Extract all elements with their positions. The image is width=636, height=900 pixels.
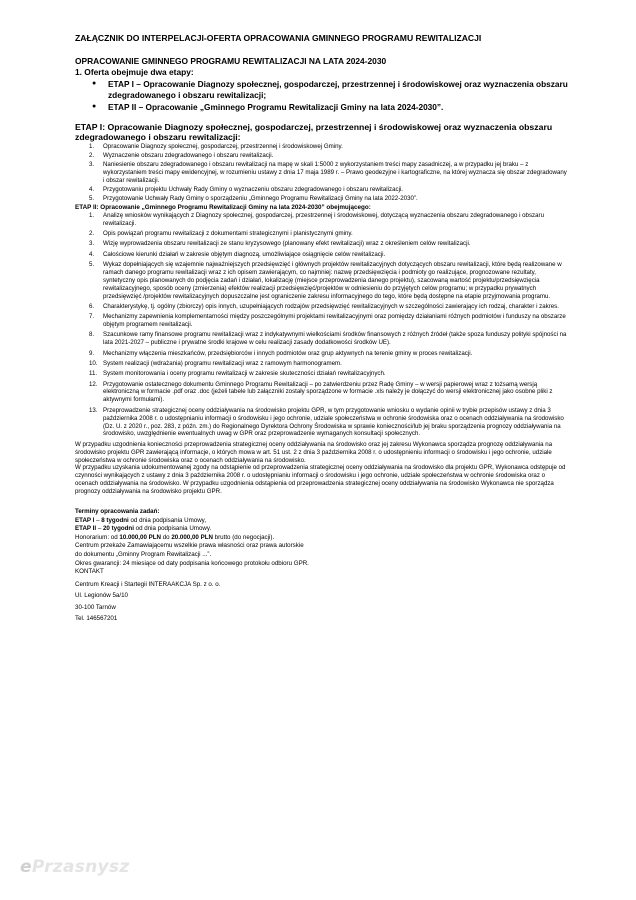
- list-item: [75, 350, 568, 358]
- list-item-text: Opracowanie Diagnozy społecznej, gospodarczej, przestrzennej i środowiskowej Gminy.: [103, 142, 343, 150]
- list-item-text: Przygotowaniu projektu Uchwały Rady Gminy o wyznaczeniu obszaru zdegradowanego i obszaru rewitalizacji.: [103, 185, 404, 193]
- list-item-text: System realizacji (wdrażania) programu rewitalizacji wraz z ramowym harmonogramem.: [103, 359, 342, 367]
- list-item-number: 7.: [89, 313, 95, 321]
- terms-fee: Honorarium: od 10.000,00 PLN do 20.000,00 PLN brutto (do negocjacji).: [75, 533, 275, 541]
- list-item: [75, 407, 568, 439]
- offer-intro: 1. Oferta obejmuje dwa etapy:: [75, 66, 194, 77]
- list-item: [75, 313, 568, 329]
- list-item-text: Przeprowadzenie strategicznej oceny oddziaływania na środowisko projektu GPR, w tym przygotowanie wniosku o wydanie opinii w trybie przepisów ustawy z dnia 3 października 2008 r. o udostępnianiu informacji o środowisku i jego ochronie, udziale społeczeństwa w ochronie środowiska oraz o ocenach oddziaływania na środowisko (Dz. U. z 2020 r., poz. 283, z późn. zm.) do Regionalnego Dyrektora Ochrony Środowiska w sprawie konieczności/lub jej braku sporządzenia prognozy oddziaływania na środowisko, uwzględnienie ewentualnych uwag w GPR oraz przeprowadzenie wymaganych konsultacji społecznych.: [103, 406, 564, 438]
- list-item-number: 9.: [89, 349, 95, 357]
- terms-rights-2: do dokumentu „Gminny Program Rewitalizacji ...”.: [75, 551, 212, 559]
- document-content: [75, 33, 568, 625]
- terms-etap2: ETAP II – 20 tygodni od dnia podpisania Umowy.: [75, 525, 212, 533]
- list-item-number: 10.: [89, 359, 98, 367]
- list-item-text: Mechanizmy włączenia mieszkańców, przedsiębiorców i innych podmiotów oraz grup aktywnych na terenie gminy w proces rewitalizacji.: [103, 349, 473, 357]
- list-item-number: 2.: [89, 151, 95, 159]
- list-item: [75, 370, 568, 378]
- etap2-list: [75, 212, 568, 438]
- list-item: [75, 251, 568, 259]
- list-item: [75, 186, 568, 194]
- offer-list: [75, 79, 568, 113]
- list-item-number: 13.: [89, 406, 98, 414]
- list-item-number: 5.: [89, 261, 95, 269]
- offer-item-etap1: [75, 79, 568, 100]
- contact-city: 30-100 Tarnów: [75, 603, 116, 611]
- offer-item-text: ETAP I – Opracowanie Diagnozy społecznej, gospodarczej, przestrzennej i środowiskowej oraz wyznaczenia obszaru zdegradowanego i obszaru rewitalizacji;: [108, 79, 568, 100]
- list-item-number: 12.: [89, 380, 98, 388]
- list-item: [75, 331, 568, 347]
- list-item-text: System monitorowania i oceny programu rewitalizacji w zakresie skuteczności działań rewitalizacyjnych.: [103, 370, 386, 378]
- terms-etap1: ETAP I – 8 tygodni od dnia podpisania Umowy,: [75, 516, 207, 524]
- list-item-text: Naniesienie obszaru zdegradowanego i obszaru rewitalizacji na mapę w skali 1:5000 z wykorzystaniem treści mapy zasadniczej, a w przypadku jej braku – z wykorzystaniem treści mapy ewidencyjnej, w rozumieniu ustawy z dnia 17 maja 1989 r. – Prawo geodezyjne i kartograficzne, na której wyznacza się obszar zdegradowany i obszar rewitalizacji.: [103, 160, 567, 184]
- list-item-number: 3.: [89, 160, 95, 168]
- list-item-text: Opis powiązań programu rewitalizacji z dokumentami strategicznymi i planistycznymi gminy.: [103, 230, 353, 238]
- terms-warranty: Okres gwarancji: 24 miesiące od daty podpisania końcowego protokołu odbioru GPR.: [75, 559, 309, 567]
- terms-section: [75, 508, 568, 568]
- list-item-text: Przygotowanie Uchwały Rady Gminy o sporządzeniu „Gminnego Programu Rewitalizacji Gminy na lata 2022-2030”.: [103, 194, 418, 202]
- list-item-number: 6.: [89, 302, 95, 310]
- list-item: [75, 195, 568, 203]
- list-item: [75, 360, 568, 368]
- terms-rights-1: Centrum przekaże Zamawiającemu wszelkie prawa własności oraz prawa autorskie: [75, 542, 304, 550]
- list-item-number: 5.: [89, 194, 95, 202]
- etap2-heading: ETAP II: Opracowanie „Gminnego Programu Rewitalizacji Gminy na lata 2024-2030” obejmującego:: [75, 203, 371, 211]
- document-subtitle: OPRACOWANIE GMINNEGO PROGRAMU REWITALIZACJI NA LATA 2024-2030: [75, 56, 387, 66]
- eprzasnysz-watermark-logo: ePrzasnysz: [20, 857, 130, 877]
- offer-item-text: ETAP II – Opracowanie „Gminnego Programu Rewitalizacji Gminy na lata 2024-2030”.: [108, 102, 444, 112]
- list-item-text: Szacunkowe ramy finansowe programu rewitalizacji wraz z indykatywnymi wielkościami środków finansowych z różnych źródeł (także spoza funduszy polityki spójności na lata 2021-2027 – publiczne i prywatne środki krajowe w celu realizacji zasady dodatkowości środków UE).: [103, 331, 567, 347]
- list-item-number: 11.: [89, 370, 98, 378]
- list-item-number: 4.: [89, 250, 95, 258]
- list-item: [75, 212, 568, 228]
- list-item-number: 2.: [89, 230, 95, 238]
- list-item-text: Charakterystykę, tj. ogólny (zbiorczy) opis innych, uzupełniających rodzajów przedsięwzięć rewitalizacyjnych w szczególności zawierający ich rodzaj, charakter i zakres.: [103, 302, 559, 310]
- list-item-text: Przygotowanie ostatecznego dokumentu Gminnego Programu Rewitalizacji – po zatwierdzeniu przez Radę Gminy – w wersji papierowej wraz z tożsamą wersją elektroniczną w formacie .pdf oraz .doc (jeżeli tabele lub załączniki zostały sporządzone w formacie .xls należy je dołączyć do wersji elektronicznej jako osobne pliki z aktywnymi formułami).: [103, 380, 553, 404]
- list-item: [75, 240, 568, 248]
- list-item-text: Analizę wniosków wynikających z Diagnozy społecznej, gospodarczej, przestrzennej i środowiskowej, dotyczącą wyznaczenia obszaru zdegradowanego i obszaru rewitalizacji.: [103, 211, 544, 227]
- bullet-icon: ●: [92, 80, 97, 87]
- list-item: [75, 143, 568, 151]
- contact-company: Centrum Kreacji i Startegii INTERAAKCJA Sp. z o. o.: [75, 580, 221, 588]
- list-item-number: 1.: [89, 211, 95, 219]
- list-item-number: 1.: [89, 142, 95, 150]
- list-item: [75, 230, 568, 238]
- list-item-text: Wizję wyprowadzenia obszaru rewitalizacji ze stanu kryzysowego (planowany efekt rewitalizacji) wraz z określeniem celów rewitalizacji.: [103, 240, 471, 248]
- list-item-number: 4.: [89, 185, 95, 193]
- paragraph-soos-waiver: W przypadku uzyskania udokumentowanej zgody na odstąpienie od przeprowadzenia strategicznej oceny oddziaływania na środowisko dla projektu GPR, Wykonawca odstępuje od czynności wynikających z ustawy z dnia 3 października 2008 r. o udostępnianiu informacji o środowisku i jego ochronie, udziale społeczeństwa w ochronie środowiska oraz o ocenach oddziaływania na środowisko. W przypadku uzgodnienia odstąpienia od przeprowadzenia strategicznej oceny oddziaływania na środowisko Wykonawca nie sporządza prognozy oddziaływania na środowisko projektu GPR.: [75, 464, 566, 496]
- contact-section: [75, 568, 568, 625]
- terms-title: Terminy opracowania zadań:: [75, 508, 160, 516]
- list-item-text: Mechanizmy zapewnienia komplementarności między poszczególnymi projektami rewitalizacyjnymi oraz pomiędzy działaniami różnych podmiotów i funduszy na obszarze objętym programem rewitalizacji.: [103, 313, 566, 329]
- paragraph-soos-agreement: W przypadku uzgodnienia konieczności przeprowadzenia strategicznej oceny oddziaływania na środowisko oraz jej zakresu Wykonawca sporządza prognozę oddziaływania na środowisko projektu GPR zawierającą informacje, o których mowa w art. 51 ust. 2 z dnia 3 października 2008 r. o udostępnieniu informacji o środowisku i jego ochronie, udziale społeczeństwa w ochronie środowiska oraz o ocenach oddziaływania na środowisko.: [75, 440, 553, 464]
- list-item-text: Wykaz dopełniających się wzajemnie najważniejszych przedsięwzięć i głównych projektów rewitalizacyjnych dotyczących obszaru rewitalizacji, które będą realizowane w ramach danego programu rewitalizacji wraz z ich opisem zawierającym, co najmniej: nazwę przedsięwzięcia i podmioty go realizujące, prognozowane rezultaty, syntetyczny opis planowanych do podjęcia zadań i działań, lokalizację (miejsce przeprowadzenia danego projektu), szacowaną wartość projektu/przedsięwzięcia rewitalizacyjnego, sposób oceny (zmierzenia) efektów realizacji przedsięwzięć/projektów w odniesieniu do przyjętych celów programu; w przypadku prywatnych przedsięwzięć /projektów rewitalizacyjnych dopuszczalne jest ograniczenie zakresu informacyjnego do tego, które będą dostępne na etapie przyjmowania programu.: [103, 261, 562, 300]
- list-item-text: Całościowe kierunki działań w zakresie objętym diagnozą, umożliwiające osiągnięcie celów rewitalizacji.: [103, 250, 386, 258]
- etap1-heading: ETAP I: Opracowanie Diagnozy społecznej, gospodarczej, przestrzennej i środowiskowej oraz wyznaczenia obszaru zdegradowanego i obszaru rewitalizacji:: [75, 121, 553, 143]
- list-item-text: Wyznaczenie obszaru zdegradowanego i obszaru rewitalizacji.: [103, 151, 274, 159]
- bullet-icon: ●: [92, 103, 97, 110]
- list-item: [75, 152, 568, 160]
- list-item: [75, 381, 568, 405]
- contact-label: KONTAKT: [75, 568, 104, 576]
- contact-street: Ul. Legionów 5a/10: [75, 592, 128, 600]
- list-item: [75, 161, 568, 185]
- list-item: [75, 303, 568, 311]
- offer-item-etap2: [75, 102, 568, 113]
- list-item-number: 8.: [89, 331, 95, 339]
- list-item: [75, 261, 568, 301]
- etap1-list: [75, 143, 568, 203]
- contact-phone: Tel. 146567201: [75, 615, 118, 623]
- list-item-number: 3.: [89, 240, 95, 248]
- document-title: ZAŁĄCZNIK DO INTERPELACJI-OFERTA OPRACOWANIA GMINNEGO PROGRAMU REWITALIZACJI: [75, 33, 482, 43]
